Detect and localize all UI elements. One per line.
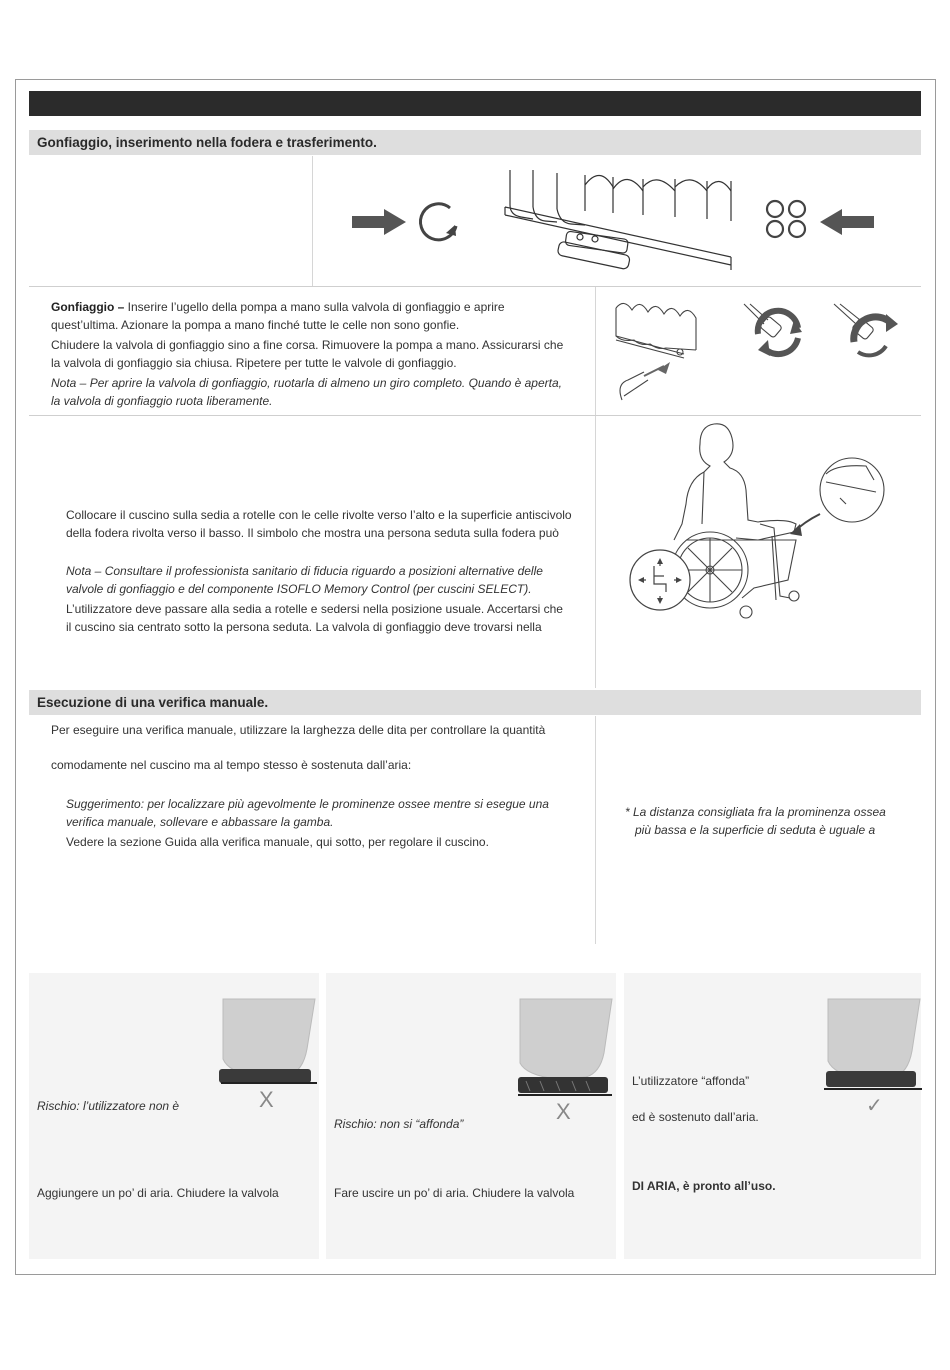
panel-action: Fare uscire un po’ di aria. Chiudere la valvola — [334, 1186, 575, 1200]
section-title: Esecuzione di una verifica manuale. — [37, 695, 269, 710]
divider — [29, 415, 921, 416]
check-panel-overinflated — [326, 973, 616, 1259]
pump-valve-illustration — [614, 300, 724, 410]
panel-caption: Rischio: non si “affonda” — [334, 1117, 464, 1131]
arrow-right-icon — [352, 208, 408, 236]
cross-mark-icon: X — [259, 1087, 274, 1112]
four-cells-icon — [764, 198, 812, 242]
section-title: Gonfiaggio, inserimento nella fodera e trasferimento. — [37, 135, 377, 150]
wheelchair-user-illustration — [626, 420, 888, 640]
rotate-icon — [416, 200, 462, 244]
divider — [29, 286, 921, 287]
header-bar — [29, 91, 921, 116]
check-panel-underinflated — [29, 973, 319, 1259]
panel-caption: L’utilizzatore “affonda” — [632, 1074, 750, 1088]
panel-action: Aggiungere un po’ di aria. Chiudere la valvola — [37, 1186, 279, 1200]
open-valve-icon — [742, 302, 804, 362]
check-panel-correct — [624, 973, 921, 1259]
section-header — [29, 690, 921, 715]
distance-note: * La distanza consigliata fra la prominenza ossea più bassa e la superficie di seduta è uguale a — [625, 805, 886, 837]
divider — [595, 716, 596, 944]
panel-caption: Rischio: l’utilizzatore non è — [37, 1099, 180, 1113]
seated-user-figure — [824, 999, 924, 1095]
divider — [595, 416, 596, 688]
manual-check-text: Per eseguire una verifica manuale, utilizzare la larghezza delle dita per controllare la quantità comodamente nel cuscino ma al tempo stesso è sostenuta dall’aria: — [51, 723, 546, 772]
manual-check-tip: Suggerimento: per localizzare più agevolmente le prominenze ossee mentre si esegue una verifica manuale, sollevare e abbassare la gamba. Vedere la sezione Guida alla verifica manuale, qui sotto, per regolare il cuscino. — [66, 797, 549, 849]
divider — [595, 287, 596, 415]
section-header — [29, 130, 921, 155]
seated-user-figure — [516, 999, 616, 1101]
close-valve-icon — [832, 302, 898, 358]
cross-mark-icon: X — [556, 1099, 571, 1124]
panel-action: DI ARIA, è pronto all’uso. — [632, 1179, 776, 1193]
panel-caption: ed è sostenuto dall’aria. — [632, 1110, 759, 1124]
inflation-text: Gonfiaggio – Inserire l’ugello della pompa a mano sulla valvola di gonfiaggio e aprire quest’ultima. Azionare la pompa a mano finché tutte le celle non sono gonfie. Chiudere la valvola di gonfiaggio sino a fine corsa. Rimuovere la pompa a mano. Assicurarsi che la valvola di gonfiaggio sia chiusa. Ripetere per tutte le valvole di gonfiaggio. Nota – Per aprire la valvola di gonfiaggio, ruotarla di almeno un giro completo. Quando è aperta, la valvola di gonfiaggio ruota liberamente. — [51, 300, 564, 408]
divider — [312, 156, 313, 286]
seated-user-figure — [219, 999, 319, 1089]
cushion-valve-illustration — [505, 165, 733, 275]
check-mark-icon: ✓ — [866, 1095, 883, 1117]
placement-text: Collocare il cuscino sulla sedia a rotelle con le celle rivolte verso l’alto e la superficie antiscivolo della fodera rivolta verso il basso. Il simbolo che mostra una persona seduta sulla fodera può Nota – Consultare il professionista sanitario di fiducia riguardo a posizioni alternative delle valvole di gonfiaggio e del componente ISOFLO Memory Control (per cuscini SELECT). L’utilizzatore deve passare alla sedia a rotelle e sedersi nella posizione usuale. Accertarsi che il cuscino sia centrato sotto la persona seduta. La valvola di gonfiaggio deve trovarsi nella — [66, 508, 572, 634]
arrow-left-icon — [818, 208, 874, 236]
